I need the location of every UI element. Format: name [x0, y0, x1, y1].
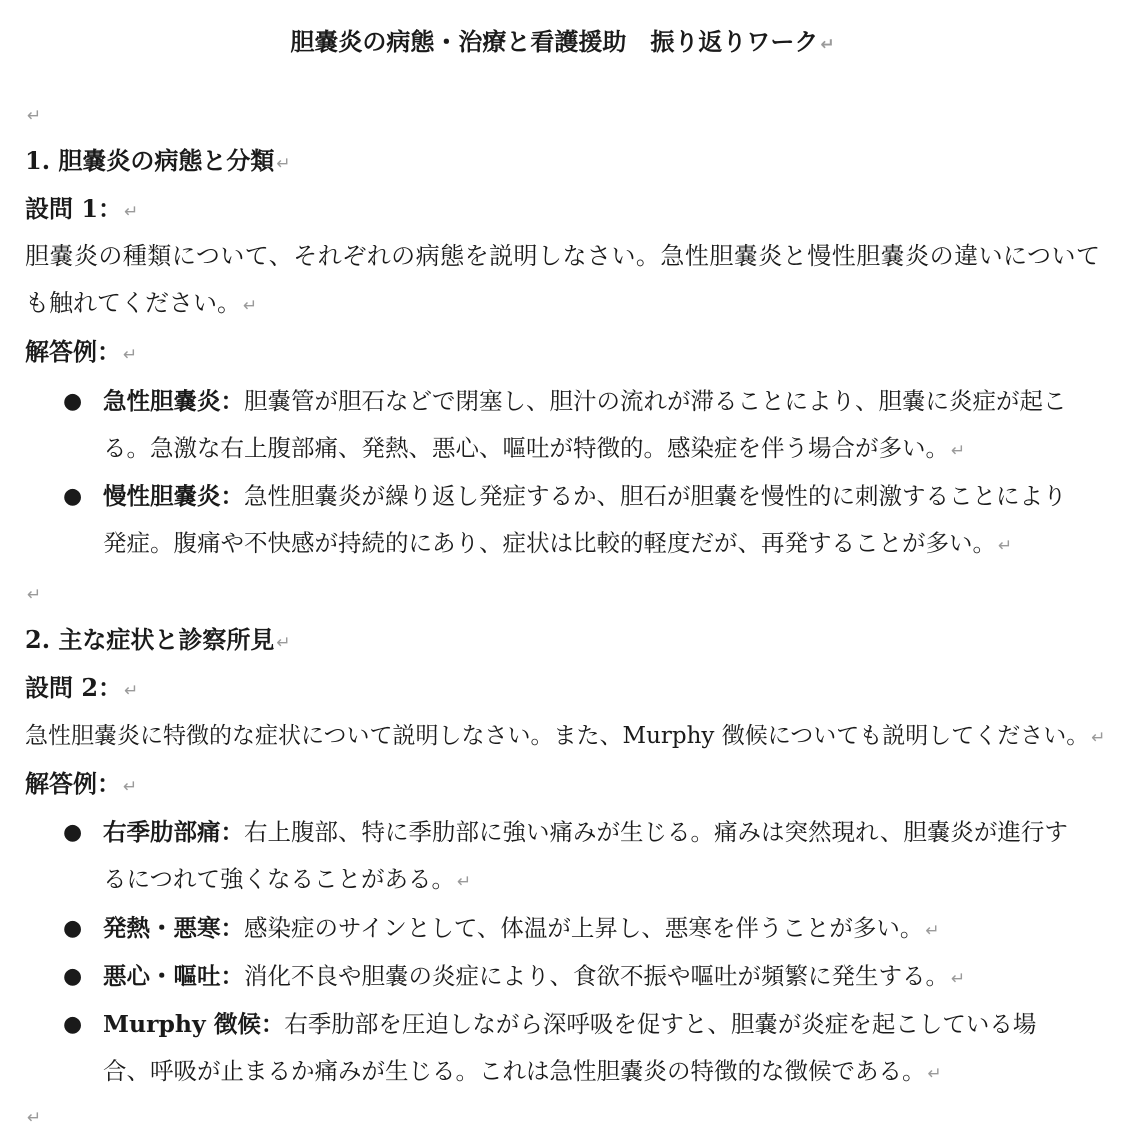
question1-text	[25, 233, 1100, 330]
answer2-item-fever	[103, 905, 1078, 955]
answer1-item-acute	[103, 378, 1078, 475]
return-mark: ↵	[27, 1108, 42, 1128]
return-mark: ↵	[276, 633, 291, 653]
return-mark: ↵	[820, 35, 835, 55]
return-mark: ↵	[951, 441, 966, 461]
answer-text: 急性胆嚢炎が繰り返し発症するか、胆石が胆嚢を慢性的に刺激することにより発症。腹痛や不快感が持続的にあり、症状は比較的軽度だが、再発することが多い。	[103, 482, 1067, 557]
question1-label-text: 設問 1：	[25, 194, 123, 223]
return-mark: ↵	[124, 202, 139, 222]
section2-heading	[25, 625, 291, 658]
question2-label-text: 設問 2：	[25, 673, 123, 702]
return-mark: ↵	[951, 969, 966, 989]
return-mark: ↵	[927, 1064, 942, 1084]
return-mark: ↵	[124, 681, 139, 701]
section1-heading	[25, 146, 291, 179]
return-mark: ↵	[998, 536, 1013, 556]
empty-paragraph	[25, 577, 41, 610]
answer1-item-chronic	[103, 473, 1078, 570]
return-mark: ↵	[276, 154, 291, 174]
answer2-item-murphy	[103, 1001, 1078, 1098]
question2-text-body: 急性胆嚢炎に特徴的な症状について説明しなさい。また、Murphy 徴候についても説明してください。	[25, 723, 1090, 749]
answer-term: 急性胆嚢炎：	[103, 387, 244, 415]
document-title-text: 胆嚢炎の病態・治療と看護援助 振り返りワーク	[290, 27, 819, 56]
answer-term: Murphy 徴候：	[103, 1010, 285, 1038]
return-mark: ↵	[123, 345, 138, 365]
answer2-label-text: 解答例：	[25, 769, 121, 798]
answer-term: 発熱・悪寒：	[103, 914, 244, 942]
return-mark: ↵	[27, 106, 42, 126]
question1-label	[25, 194, 138, 227]
question2-label	[25, 673, 138, 706]
bullet-icon: ●	[63, 1012, 83, 1037]
answer-text: 感染症のサインとして、体温が上昇し、悪寒を伴うことが多い。	[244, 914, 924, 942]
answer-term: 慢性胆嚢炎：	[103, 482, 244, 510]
answer-text: 消化不良や胆嚢の炎症により、食欲不振や嘔吐が頻繁に発生する。	[244, 962, 949, 990]
answer2-label	[25, 769, 137, 802]
answer2-item-nausea	[103, 953, 1078, 1003]
section2-heading-text: 2. 主な症状と診察所見	[25, 625, 275, 654]
return-mark: ↵	[457, 872, 472, 892]
bullet-icon: ●	[63, 820, 83, 845]
section1-heading-text: 1. 胆嚢炎の病態と分類	[25, 146, 275, 175]
bullet-icon: ●	[63, 916, 83, 941]
empty-paragraph	[25, 1100, 41, 1133]
return-mark: ↵	[1091, 728, 1106, 748]
bullet-icon: ●	[63, 484, 83, 509]
return-mark: ↵	[27, 585, 42, 605]
return-mark: ↵	[123, 777, 138, 797]
answer1-label	[25, 337, 137, 370]
answer2-item-pain	[103, 809, 1078, 906]
answer-term: 悪心・嘔吐：	[103, 962, 244, 990]
answer-term: 右季肋部痛：	[103, 818, 244, 846]
return-mark: ↵	[243, 296, 258, 316]
bullet-icon: ●	[63, 389, 83, 414]
return-mark: ↵	[925, 921, 940, 941]
bullet-icon: ●	[63, 964, 83, 989]
question2-text	[25, 721, 1106, 753]
answer1-label-text: 解答例：	[25, 337, 121, 366]
document-title	[25, 26, 1100, 61]
answer-text: 右上腹部、特に季肋部に強い痛みが生じる。痛みは突然現れ、胆嚢炎が進行するにつれて強くなることがある。	[103, 818, 1068, 893]
answer-text: 右季肋部を圧迫しながら深呼吸を促すと、胆嚢が炎症を起こしている場合、呼吸が止まるか痛みが生じる。これは急性胆嚢炎の特徴的な徴候である。	[103, 1010, 1037, 1085]
question1-text-body: 胆嚢炎の種類について、それぞれの病態を説明しなさい。急性胆嚢炎と慢性胆嚢炎の違いについても触れてください。	[25, 242, 1100, 317]
answer-text: 胆嚢管が胆石などで閉塞し、胆汁の流れが滞ることにより、胆嚢に炎症が起こる。急激な右上腹部痛、発熱、悪心、嘔吐が特徴的。感染症を伴う場合が多い。	[103, 387, 1067, 462]
empty-paragraph	[25, 98, 41, 131]
